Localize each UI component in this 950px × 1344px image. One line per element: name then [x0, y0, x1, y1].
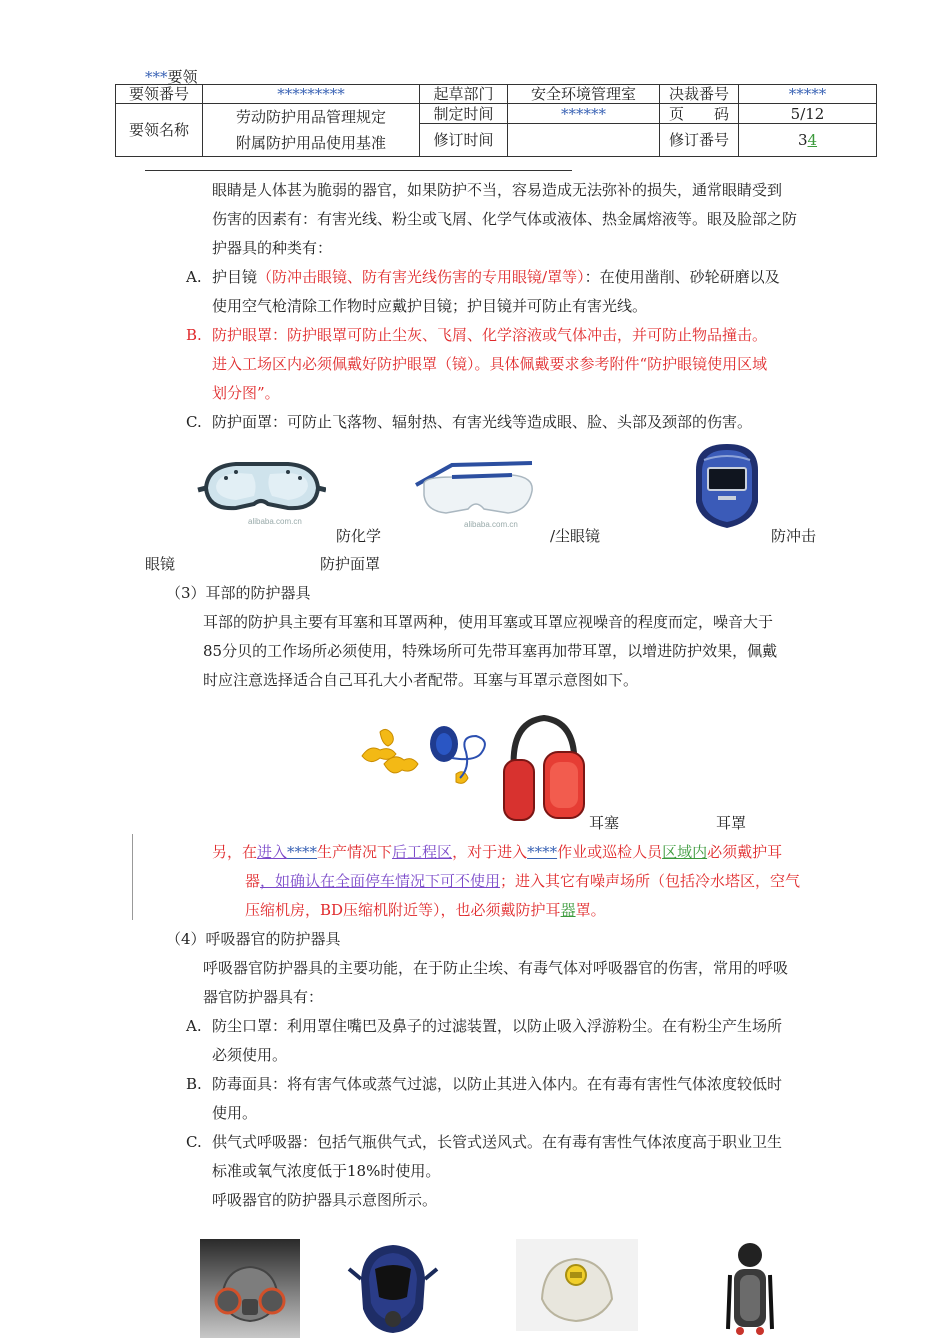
item-b-line1: 防护眼罩：防护眼罩可防止尘灰、飞屑、化学溶液或气体冲击，并可防止物品撞击。: [212, 326, 768, 344]
item-a-line2: 使用空气枪清除工作物时应戴护目镜；护目镜并可防止有害光线。: [212, 297, 648, 315]
dust-glasses-image: [412, 455, 540, 531]
watermark-1: alibaba.com.cn: [248, 517, 302, 526]
resp-c-marker: C.: [186, 1133, 202, 1151]
resp-a-marker: A.: [186, 1017, 202, 1035]
revision-bar: [132, 834, 133, 920]
resp-line2: 器官防护器具有：: [203, 988, 324, 1006]
item-b-line3: 划分图”。: [212, 384, 280, 402]
resp-a-line2: 必须使用。: [212, 1046, 288, 1064]
note-seg: 进入: [257, 843, 288, 861]
eye-intro-line3: 护器具的种类有：: [212, 239, 333, 257]
item-a-marker: A.: [186, 268, 202, 286]
resp-a-line1: 防尘口罩：利用罩住嘴巴及鼻子的过滤装置，以防止吸入浮游粉尘。在有粉尘产生场所: [212, 1017, 783, 1035]
note-seg: 必须戴护耳: [707, 843, 783, 861]
resp-line1: 呼吸器官防护器具的主要功能，在于防止尘埃、有毒气体对呼吸器官的伤害，常用的呼吸: [203, 959, 789, 977]
caption-earplug: 耳塞: [589, 814, 620, 832]
item-c-line1: 防护面罩：可防止飞落物、辐射热、有害光线等造成眼、脸、头部及颈部的伤害。: [212, 413, 753, 431]
org-label-text: 要领: [167, 68, 198, 86]
caption-earmuff: 耳罩: [716, 814, 747, 832]
resp-tail: 呼吸器官的防护器具示意图所示。: [212, 1191, 438, 1209]
ear-line2: 85分贝的工作场所必须使用，特殊场所可先带耳塞再加带耳罩，以增进防护效果，佩戴: [203, 642, 778, 660]
draft-dept-value: 安全环境管理室: [508, 85, 660, 104]
label-draft-dept: 起草部门: [420, 85, 508, 104]
note-stars: ****: [287, 843, 318, 861]
note-seg: 生产情况下: [317, 843, 393, 861]
dust-mask-image: [516, 1239, 638, 1331]
resp-heading: （4）呼吸器官的防护器具: [166, 930, 341, 948]
caption-dust-glasses: /尘眼镜: [550, 527, 601, 545]
earmuff-image: [500, 712, 588, 832]
note-stars: ****: [527, 843, 558, 861]
half-mask-image: [200, 1239, 300, 1338]
note-seg: ，如确认在全面停车情况下可不使用: [260, 872, 501, 890]
doc-name-line2: 附属防护用品使用基准: [235, 134, 386, 152]
note-seg: 罩。: [575, 901, 606, 919]
ear-note-line2: [245, 867, 800, 896]
document-header-table: [115, 84, 877, 157]
earplug-image: [356, 722, 494, 792]
caption-chemical: 防化学: [336, 527, 382, 545]
full-face-mask-image: [343, 1239, 443, 1338]
item-c-marker: C.: [186, 413, 202, 431]
note-seg: 器: [245, 872, 261, 890]
face-shield-image: [688, 440, 766, 530]
eye-intro-line1: 眼睛是人体甚为脆弱的器官，如果防护不当，容易造成无法弥补的损失，通常眼睛受到: [212, 181, 783, 199]
item-a-text: ：在使用凿削、砂轮研磨以及: [584, 268, 780, 286]
decision-number-value: *****: [739, 85, 877, 104]
note-seg: 作业或巡检人员: [557, 843, 663, 861]
note-seg: ；进入其它有噪声场所（包括冷水塔区，空气: [500, 872, 801, 890]
item-b-marker: B.: [186, 326, 202, 344]
note-seg: ，对于进入: [452, 843, 528, 861]
note-seg: 后工程区: [392, 843, 453, 861]
resp-c-line2: 标准或氧气浓度低于18%时使用。: [212, 1162, 441, 1180]
chemical-goggles-image: [196, 448, 326, 530]
made-time-value: ******: [508, 104, 660, 124]
page-value: 5/12: [739, 104, 877, 124]
ear-heading: （3）耳部的防护器具: [166, 584, 311, 602]
label-revision-time: 修订时间: [420, 124, 508, 157]
label-doc-name: 要领名称: [116, 104, 203, 157]
note-seg: 区域内: [662, 843, 708, 861]
ear-line3: 时应注意选择适合自己耳孔大小者配带。耳塞与耳罩示意图如下。: [203, 671, 639, 689]
label-revision-number: 修订番号: [660, 124, 739, 157]
item-b-line2: 进入工场区内必须佩戴好防护眼罩（镜）。具体佩戴要求参考附件“防护眼镜使用区域: [212, 355, 768, 373]
resp-c-line1: 供气式呼吸器：包括气瓶供气式，长管式送风式。在有毒有害性气体浓度高于职业卫生: [212, 1133, 783, 1151]
ear-note-line3: [245, 896, 606, 925]
org-stars: ***: [145, 68, 168, 86]
doc-number-value: *********: [203, 85, 420, 104]
label-made-time: 制定时间: [420, 104, 508, 124]
label-doc-number: 要领番号: [116, 85, 203, 104]
label-decision-number: 决裁番号: [660, 85, 739, 104]
note-seg: 器: [560, 901, 576, 919]
header-rule: [145, 170, 572, 171]
revision-time-value: [508, 124, 660, 157]
item-a-line1: [212, 263, 780, 292]
caption-impact: 防冲击: [771, 527, 817, 545]
item-a-title: 护目镜: [212, 268, 258, 286]
ear-line1: 耳部的防护具主要有耳塞和耳罩两种，使用耳塞或耳罩应视噪音的程度而定，噪音大于: [203, 613, 774, 631]
note-seg: 另，在: [212, 843, 258, 861]
eye-intro-line2: 伤害的因素有：有害光线、粉尘或飞屑、化学气体或液体、热金属熔液等。眼及脸部之防: [212, 210, 798, 228]
item-a-note: （防冲击眼镜、防有害光线伤害的专用眼镜/罩等）: [257, 268, 585, 286]
revision-number-b: 4: [807, 131, 818, 150]
caption-glasses: 眼镜: [145, 555, 176, 573]
resp-b-marker: B.: [186, 1075, 202, 1093]
resp-b-line1: 防毒面具：将有害气体或蒸气过滤，以防止其进入体内。在有毒有害性气体浓度较低时: [212, 1075, 783, 1093]
scba-image: [700, 1239, 800, 1338]
caption-face-shield: 防护面罩: [320, 555, 381, 573]
resp-b-line2: 使用。: [212, 1104, 258, 1122]
label-page: 页 码: [660, 104, 739, 124]
doc-name-value: [203, 104, 420, 157]
watermark-2: alibaba.com.cn: [464, 520, 518, 529]
revision-number-value: [739, 124, 877, 157]
revision-number-a: 3: [797, 131, 808, 150]
doc-name-line1: 劳动防护用品管理规定: [235, 108, 386, 126]
ear-note-line1: [212, 838, 782, 867]
note-seg: 压缩机房，BD压缩机附近等），也必须戴防护耳: [245, 901, 561, 919]
